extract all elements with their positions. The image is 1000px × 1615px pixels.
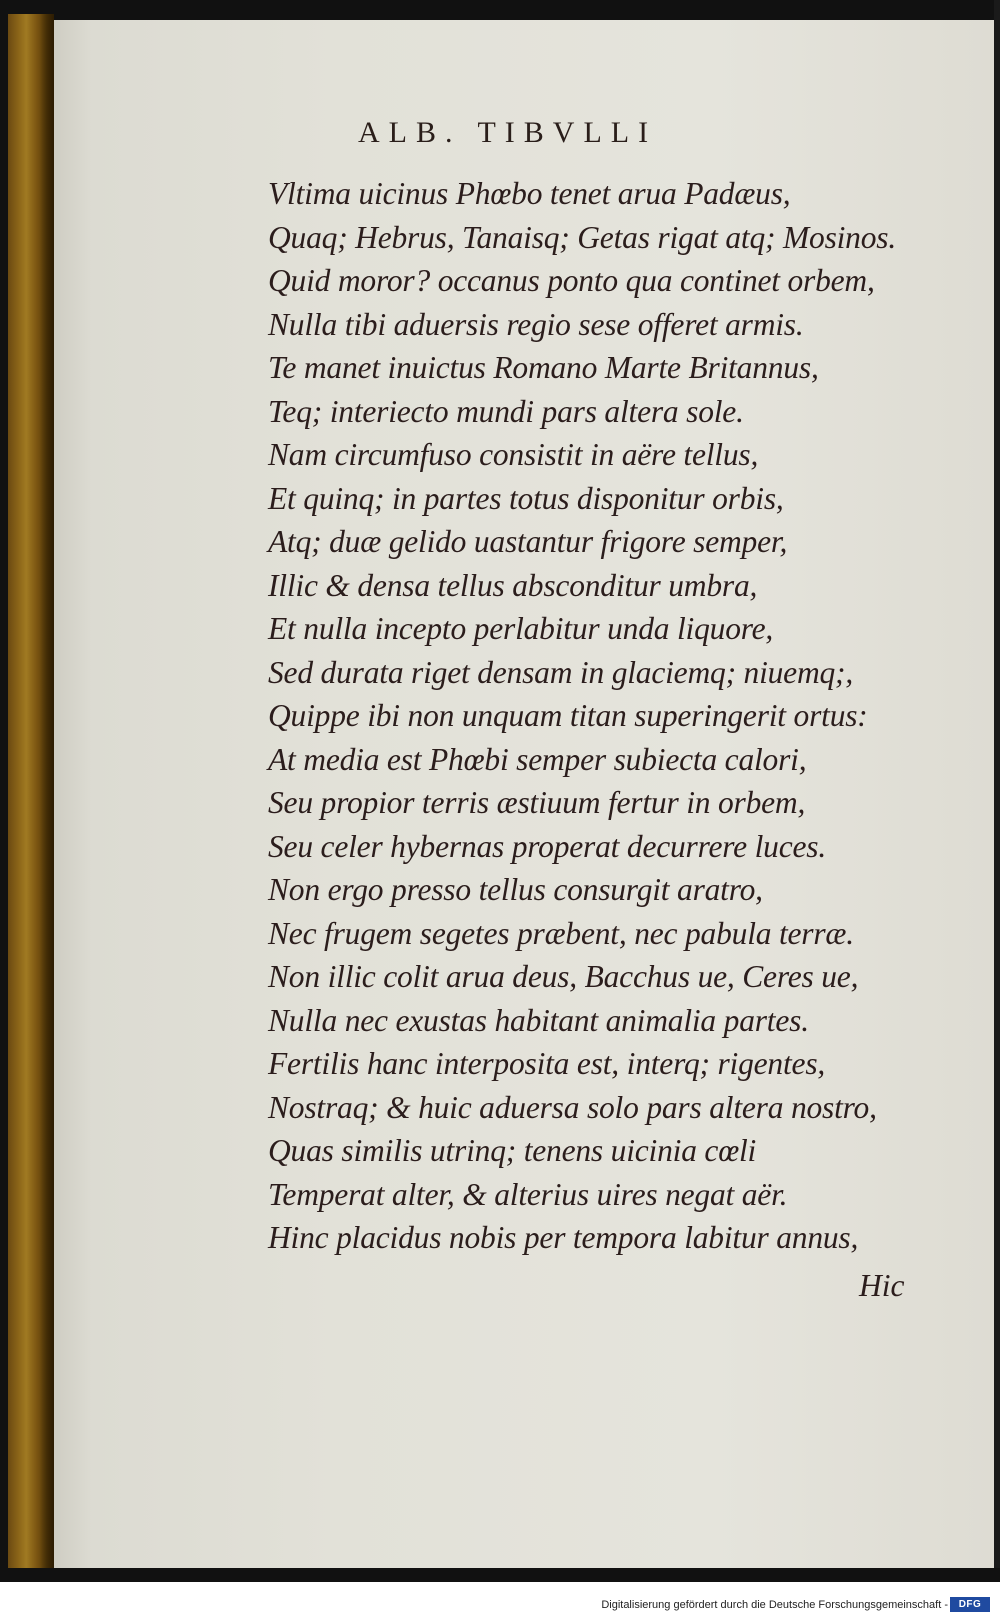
verse-line: Atq; duæ gelido uastantur frigore semper,: [268, 524, 788, 559]
scan-border-top: [0, 0, 1000, 20]
verse-line: Nam circumfuso consistit in aëre tellus,: [268, 437, 759, 472]
verse-line: Nulla nec exustas habitant animalia partes.: [268, 1002, 809, 1038]
verse-line: Illic & densa tellus absconditur umbra,: [268, 567, 758, 603]
verse-line: Quaq; Hebrus, Tanaisq; Getas rigat atq; Mosinos.: [268, 219, 897, 255]
dfg-logo-icon[interactable]: DFG: [950, 1597, 990, 1612]
verse-line: At media est Phœbi semper subiecta calori,: [268, 741, 807, 777]
dfg-credit: Digitalisierung gefördert durch die Deutsche Forschungsgemeinschaft -: [601, 1599, 948, 1611]
catchword: Hic: [859, 1268, 905, 1303]
verse-line: Quid moror? occanus ponto qua continet orbem,: [268, 263, 875, 298]
binding-shadow: [40, 14, 54, 1572]
verse-line: Quas similis utrinq; tenens uicinia cœli: [268, 1133, 757, 1168]
verse-line: Te manet inuictus Romano Marte Britannus,: [268, 350, 819, 385]
verse-line: Nostraq; & huic aduersa solo pars altera nostro,: [268, 1089, 877, 1125]
verse-line: Hinc placidus nobis per tempora labitur annus,: [268, 1220, 859, 1255]
scan-border-left: [0, 0, 8, 1580]
verse-line: Quippe ibi non unquam titan superingerit ortus:: [268, 698, 868, 733]
verse-line: Non illic colit arua deus, Bacchus ue, Ceres ue,: [268, 959, 859, 994]
scan-border-bottom: [0, 1568, 1000, 1582]
verse-line: Seu celer hybernas properat decurrere luces.: [268, 828, 827, 864]
verse-line: Temperat alter, & alterius uires negat aër.: [268, 1176, 788, 1212]
verse-line: Vltima uicinus Phœbo tenet arua Padæus,: [268, 176, 791, 211]
scan-border-right: [994, 0, 1000, 1580]
verse-line: Nec frugem segetes præbent, nec pabula terræ.: [268, 915, 854, 951]
verse-line: Non ergo presso tellus consurgit aratro,: [268, 872, 763, 907]
verse-line: Et quinq; in partes totus disponitur orbis,: [268, 480, 784, 516]
verse-list: [268, 172, 896, 1260]
verse-line: Teq; interiecto mundi pars altera sole.: [268, 393, 744, 429]
verse-line: Sed durata riget densam in glaciemq; niuemq;,: [268, 654, 854, 690]
verse-line: Et nulla incepto perlabitur unda liquore,: [268, 611, 774, 646]
verse-line: Nulla tibi aduersis regio sese offeret armis.: [268, 306, 804, 342]
verse-line: Fertilis hanc interposita est, interq; rigentes,: [268, 1046, 826, 1081]
running-head: ALB. TIBVLLI: [358, 116, 658, 149]
verse-line: Seu propior terris æstiuum fertur in orbem,: [268, 785, 806, 820]
